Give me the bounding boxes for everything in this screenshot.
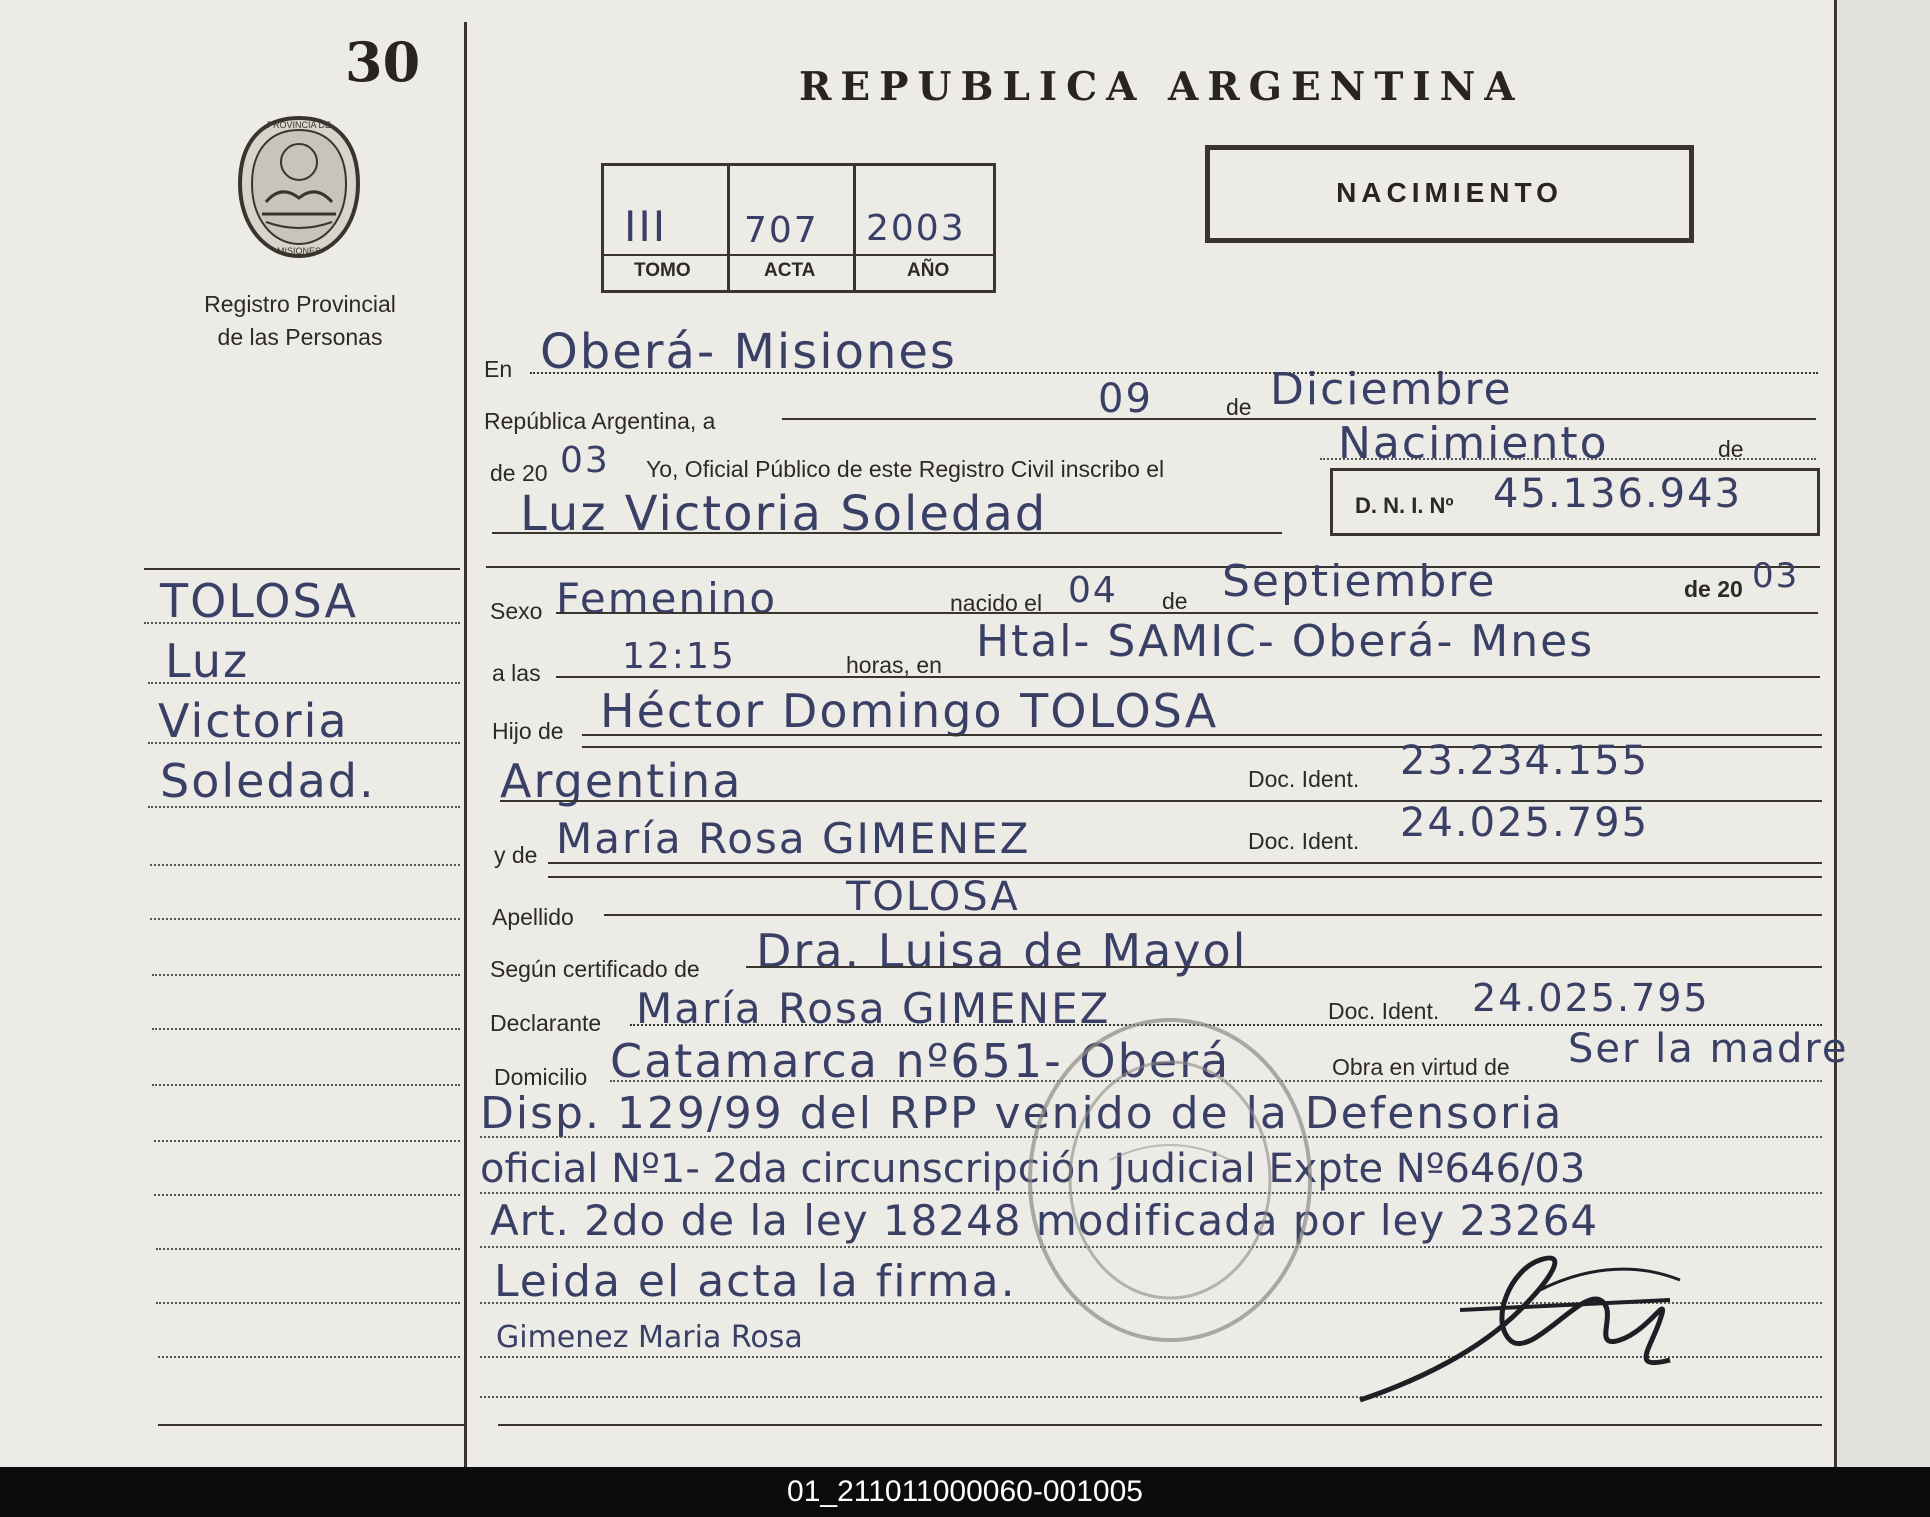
margin-rule [150, 864, 460, 866]
margin-rule [144, 622, 460, 624]
margin-top-rule [144, 568, 460, 570]
label-de-year: de 20 [490, 460, 548, 486]
label-de-birth-month: de [1162, 588, 1188, 614]
margin-rule [150, 918, 460, 920]
acta-value: 707 [744, 210, 819, 251]
margin-rule [154, 1194, 460, 1196]
label-apellido: Apellido [492, 904, 574, 930]
ano-label: AÑO [907, 260, 950, 281]
margin-rule [156, 1248, 460, 1250]
label-horas-en: horas, en [846, 652, 942, 678]
footer-id-bar: 01_211011000060-001005 [0, 1467, 1930, 1517]
margin-name-line-3: Victoria [158, 694, 349, 748]
address-value: Catamarca nº651- Oberá [610, 1034, 1231, 1088]
rule-father [582, 734, 1822, 736]
time-value: 12:15 [622, 636, 736, 677]
registry-title [170, 288, 430, 354]
declarant-value: María Rosa GIMENEZ [636, 984, 1111, 1033]
margin-name-line-4: Soledad. [160, 754, 376, 808]
day-value: 09 [1098, 376, 1153, 422]
birth-day-value: 04 [1068, 570, 1118, 611]
official-stamp-icon [1020, 1010, 1320, 1350]
margin-rule [154, 1140, 460, 1142]
section-rule [486, 566, 1820, 568]
label-en: En [484, 356, 513, 382]
column-divider [464, 22, 467, 1467]
label-sexo: Sexo [490, 598, 543, 624]
label-segun-certificado: Según certificado de [490, 956, 700, 982]
rule-name [492, 532, 1282, 534]
provincial-seal-icon [236, 114, 362, 260]
rule-sex [556, 612, 1818, 614]
child-name-value: Luz Victoria Soledad [520, 486, 1048, 542]
book-reference-box [601, 163, 996, 293]
birth-place-value: Htal- SAMIC- Oberá- Mnes [976, 616, 1595, 667]
event-value: Nacimiento [1338, 418, 1609, 469]
margin-rule [152, 1084, 460, 1086]
label-obra-virtud: Obra en virtud de [1332, 1054, 1510, 1080]
label-dni: D. N. I. Nº [1355, 493, 1454, 518]
mother-name-value: María Rosa GIMENEZ [556, 814, 1031, 863]
document-title: REPUBLICA ARGENTINA [799, 64, 1524, 110]
tomo-label: TOMO [634, 260, 691, 281]
registry-line-1: Registro Provincial [204, 291, 396, 317]
margin-rule [158, 1356, 460, 1358]
tomo-value: III [624, 202, 668, 251]
rule-date [782, 418, 1816, 420]
margin-rule [152, 1028, 460, 1030]
registry-line-2: de las Personas [217, 324, 383, 350]
margin-rule [148, 806, 460, 808]
mother-doc-value: 24.025.795 [1400, 800, 1650, 846]
birth-year-value: 03 [1752, 556, 1800, 596]
margin-rule [156, 1302, 460, 1304]
label-de-event: de [1718, 436, 1744, 462]
father-nationality-value: Argentina [500, 754, 743, 808]
place-value: Oberá- Misiones [540, 324, 957, 380]
note-line-2: oficial Nº1- 2da circunscripción Judicial Expte Nº646/03 [480, 1146, 1586, 1192]
acta-label: ACTA [764, 260, 816, 281]
label-y-de: y de [494, 842, 538, 868]
page-edge [1838, 0, 1930, 1467]
dni-box [1330, 468, 1820, 536]
rule-event [1320, 458, 1816, 460]
official-signature-icon [1340, 1230, 1710, 1410]
label-republica: República Argentina, a [484, 408, 716, 434]
rule-certificate [746, 966, 1822, 968]
label-nacido-el: nacido el [950, 590, 1043, 616]
label-doc-declarant: Doc. Ident. [1328, 998, 1440, 1024]
note-line-4: Leida el acta la firma. [494, 1256, 1017, 1307]
seal-top-text: PROVINCIA DE [266, 120, 332, 130]
seal-bottom-text: MISIONES [276, 246, 322, 256]
birth-month-value: Septiembre [1222, 556, 1497, 607]
year-suffix-value: 03 [560, 440, 610, 481]
label-a-las: a las [492, 660, 541, 686]
declarant-signature-name: Gimenez Maria Rosa [496, 1320, 803, 1355]
label-doc-father: Doc. Ident. [1248, 766, 1360, 792]
dni-value: 45.136.943 [1493, 471, 1743, 517]
month-value: Diciembre [1270, 364, 1513, 415]
surname-value: TOLOSA [846, 874, 1020, 920]
margin-name-line-1: TOLOSA [160, 574, 359, 628]
margin-name-line-2: Luz [165, 634, 250, 688]
label-domicilio: Domicilio [494, 1064, 588, 1090]
rule-surname [604, 914, 1822, 916]
ano-value: 2003 [866, 208, 966, 249]
label-yo-oficial: Yo, Oficial Público de este Registro Civil inscribo el [646, 456, 1165, 482]
note-line-1: Disp. 129/99 del RPP venido de la Defensoria [480, 1088, 1564, 1139]
record-type-box: NACIMIENTO [1205, 145, 1694, 243]
page-right-border [1834, 0, 1837, 1467]
father-name-value: Héctor Domingo TOLOSA [600, 684, 1219, 738]
label-de-month: de [1226, 394, 1252, 420]
rule-mother-2 [548, 876, 1822, 878]
declarant-doc-value: 24.025.795 [1472, 976, 1710, 1020]
rule-mother [548, 862, 1822, 864]
margin-rule [148, 742, 460, 744]
margin-rule [148, 682, 460, 684]
certificate-value: Dra. Luisa de Mayol [756, 924, 1248, 978]
rule-place [530, 372, 1818, 374]
label-de-birth-year: de 20 [1684, 576, 1743, 602]
margin-bottom-rule [158, 1424, 464, 1426]
rule-bottom [498, 1424, 1822, 1426]
label-doc-mother: Doc. Ident. [1248, 828, 1360, 854]
margin-rule [152, 974, 460, 976]
sheet-number: 30 [345, 30, 421, 94]
note-line-3: Art. 2do de la ley 18248 modificada por ley 23264 [490, 1196, 1599, 1245]
virtue-value: Ser la madre [1568, 1026, 1849, 1072]
label-declarante: Declarante [490, 1010, 602, 1036]
father-doc-value: 23.234.155 [1400, 738, 1650, 784]
sex-value: Femenino [556, 574, 778, 623]
label-hijo-de: Hijo de [492, 718, 564, 744]
rule-time [556, 676, 1820, 678]
